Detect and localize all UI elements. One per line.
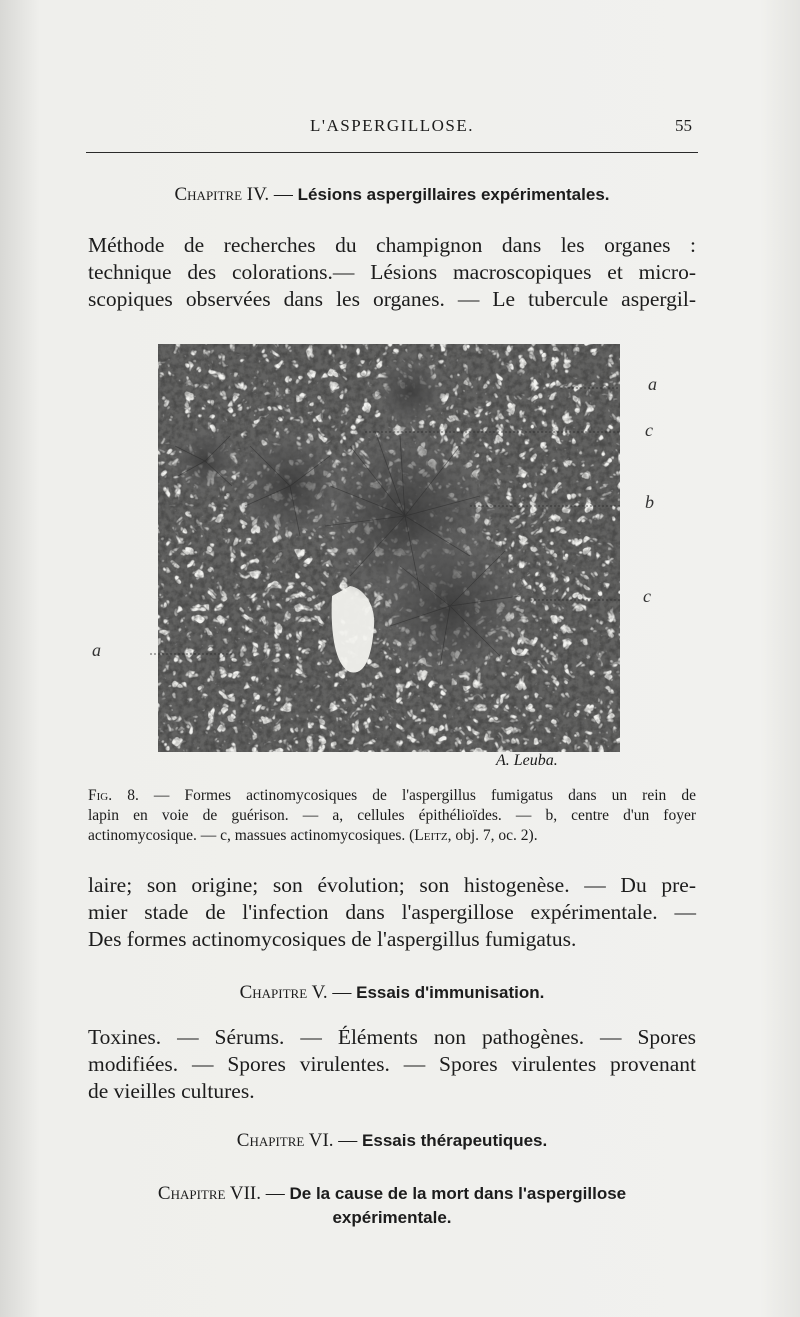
running-title: L'ASPERGILLOSE.: [310, 116, 474, 135]
chapter-6-label: Chapitre VI.: [236, 1130, 334, 1151]
chapter-7-dash: —: [260, 1183, 290, 1204]
figure-caption: [88, 786, 696, 846]
summary-line: Des formes actinomycosiques de l'aspergillus fumigatus.: [88, 927, 577, 951]
chapter-5-label: Chapitre V.: [239, 982, 328, 1003]
chapter-6-heading: [88, 1130, 696, 1152]
chapter-5-summary: [88, 1024, 696, 1105]
caption-line: lapin en voie de guérison. — a, cellules épithélioïdes. — b, centre d'un foyer: [88, 807, 696, 824]
figure-label-a: a: [648, 374, 657, 394]
chapter-6-title: Essais thérapeutiques.: [362, 1131, 548, 1150]
figure-label-c: c: [643, 586, 651, 606]
figure-label-b: b: [645, 492, 654, 512]
caption-line: [88, 826, 696, 846]
chapter-7-heading: [88, 1182, 696, 1230]
chapter-7-label: Chapitre VII.: [157, 1183, 261, 1204]
chapter-4-heading: [88, 184, 696, 206]
figure-number: Fig. 8.: [88, 787, 139, 804]
caption-text: actinomycosique. — c, massues actinomycosiques. (: [88, 827, 415, 844]
summary-line: Méthode de recherches du champignon dans les organes :: [88, 233, 696, 257]
engraver-signature: A. Leuba.: [496, 752, 558, 769]
chapter-5-dash: —: [327, 982, 357, 1003]
chapter-4-label: Chapitre IV.: [174, 184, 270, 205]
chapter-4-summary-start: [88, 232, 696, 313]
chapter-7-title-continued: expérimentale.: [332, 1208, 452, 1227]
caption-line: [88, 786, 696, 806]
chapter-5-title: Essais d'immunisation.: [356, 983, 545, 1002]
page-number: 55: [675, 116, 692, 135]
running-header: [88, 112, 696, 142]
chapter-5-heading: [88, 982, 696, 1004]
summary-line: de vieilles cultures.: [88, 1079, 255, 1103]
summary-line: modifiées. — Spores virulentes. — Spores virulentes provenant: [88, 1052, 696, 1076]
microscopy-illustration: [150, 336, 620, 756]
chapter-7-title: De la cause de la mort dans l'aspergillose: [289, 1184, 627, 1203]
summary-line: technique des colorations.— Lésions macroscopiques et micro-: [88, 260, 696, 284]
header-rule: [86, 152, 698, 153]
figure-label-a: a: [92, 640, 101, 660]
figure-label-c: c: [645, 420, 653, 440]
chapter-4-dash: —: [269, 184, 298, 205]
summary-line: Toxines. — Sérums. — Éléments non pathogènes. — Spores: [88, 1025, 696, 1049]
chapter-4-title: Lésions aspergillaires expérimentales.: [297, 185, 610, 204]
chapter-4-summary-continued: [88, 872, 696, 953]
caption-leitz: Leitz: [414, 827, 448, 844]
summary-line: laire; son origine; son évolution; son histogenèse. — Du pre-: [88, 873, 696, 897]
summary-line: mier stade de l'infection dans l'aspergillose expérimentale. —: [88, 900, 696, 924]
chapter-6-dash: —: [333, 1130, 363, 1151]
caption-text: , obj. 7, oc. 2).: [447, 827, 538, 844]
summary-line: scopiques observées dans les organes. — Le tubercule aspergil-: [88, 287, 696, 311]
caption-text: — Formes actinomycosiques de l'aspergillus fumigatus dans un rein de: [138, 787, 697, 804]
